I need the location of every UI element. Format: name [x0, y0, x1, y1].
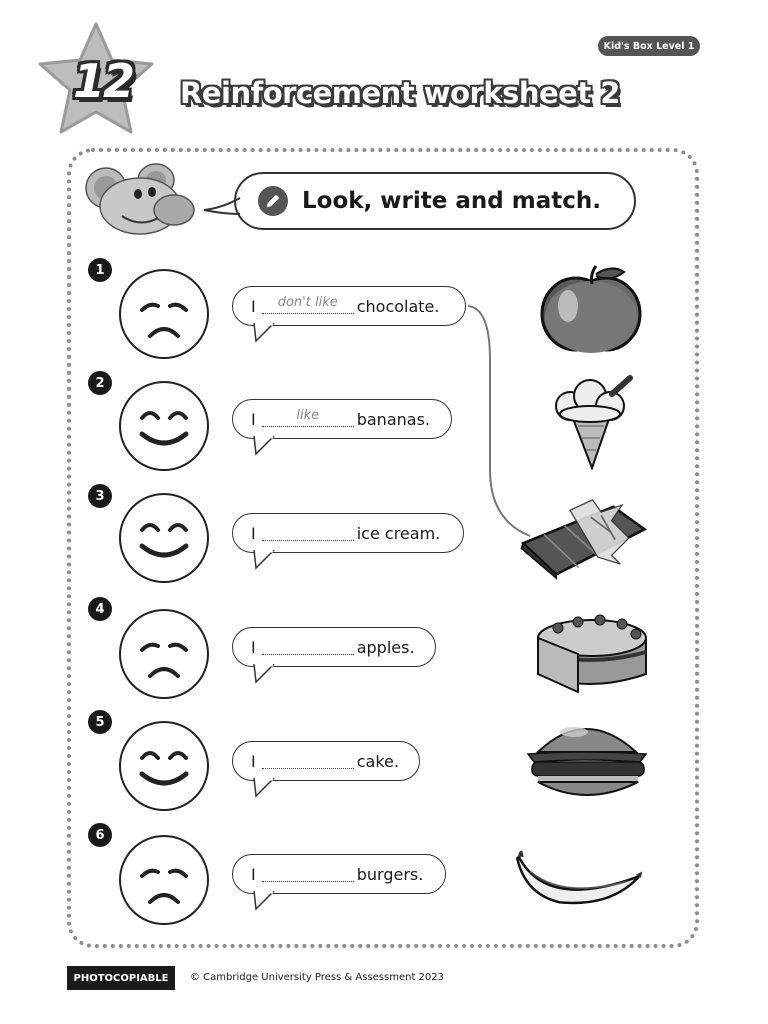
instruction-bubble	[234, 172, 636, 230]
sentence-food: apples.	[356, 637, 415, 657]
bubble-tail	[248, 436, 284, 456]
pencil-icon	[258, 186, 288, 216]
happy-face-icon	[116, 490, 212, 586]
answer-blank[interactable]	[262, 750, 354, 769]
item-number: 2	[88, 371, 112, 395]
answer-blank[interactable]	[262, 636, 354, 655]
answer-blank[interactable]	[262, 863, 354, 882]
chocolate-bar-icon[interactable]	[518, 488, 648, 588]
mouse-mascot-icon	[82, 160, 198, 240]
sentence-bubble	[232, 286, 466, 326]
sentence-subject: I	[251, 409, 256, 429]
sentence-subject: I	[251, 637, 256, 657]
sentence-food: ice cream.	[356, 523, 441, 543]
burger-icon[interactable]	[524, 712, 654, 812]
sentence-food: chocolate.	[356, 296, 440, 316]
sentence-subject: I	[251, 523, 256, 543]
instruction-text: Look, write and match.	[302, 188, 601, 214]
sentence-food: bananas.	[356, 409, 430, 429]
bubble-tail	[248, 550, 284, 570]
bubble-tail	[248, 891, 284, 911]
sad-face-icon	[116, 266, 212, 362]
copyright-text: © Cambridge University Press & Assessment 2023	[190, 972, 445, 983]
sentence-food: cake.	[356, 751, 399, 771]
ice-cream-icon[interactable]	[534, 370, 664, 470]
sentence-bubble	[232, 513, 464, 553]
banana-icon[interactable]	[514, 832, 644, 932]
item-number: 5	[88, 710, 112, 734]
item-number: 6	[88, 823, 112, 847]
happy-face-icon	[116, 718, 212, 814]
sad-face-icon	[116, 832, 212, 928]
item-number: 3	[88, 484, 112, 508]
sentence-subject: I	[251, 864, 256, 884]
unit-star	[34, 20, 158, 144]
bubble-tail	[248, 664, 284, 684]
sad-face-icon	[116, 606, 212, 702]
photocopiable-badge: PHOTOCOPIABLE	[67, 966, 175, 990]
page-title: Reinforcement worksheet 2	[180, 76, 620, 110]
sentence-bubble	[232, 627, 436, 667]
sentence-food: burgers.	[356, 864, 424, 884]
happy-face-icon	[116, 378, 212, 474]
sentence-bubble	[232, 854, 446, 894]
apple-icon[interactable]	[526, 262, 656, 362]
bubble-tail	[248, 323, 284, 343]
answer-text: don't like	[277, 294, 338, 310]
sentence-bubble	[232, 741, 420, 781]
answer-text: like	[296, 407, 320, 423]
sentence-subject: I	[251, 296, 256, 316]
answer-blank[interactable]	[262, 408, 354, 427]
bubble-tail	[248, 778, 284, 798]
item-number: 1	[88, 258, 112, 282]
sentence-subject: I	[251, 751, 256, 771]
answer-blank[interactable]	[262, 522, 354, 541]
item-number: 4	[88, 597, 112, 621]
answer-blank[interactable]	[262, 295, 354, 314]
sentence-bubble	[232, 399, 452, 439]
unit-number: 12	[72, 54, 133, 108]
cake-icon[interactable]	[528, 600, 658, 700]
level-badge: Kid's Box Level 1	[598, 36, 700, 56]
